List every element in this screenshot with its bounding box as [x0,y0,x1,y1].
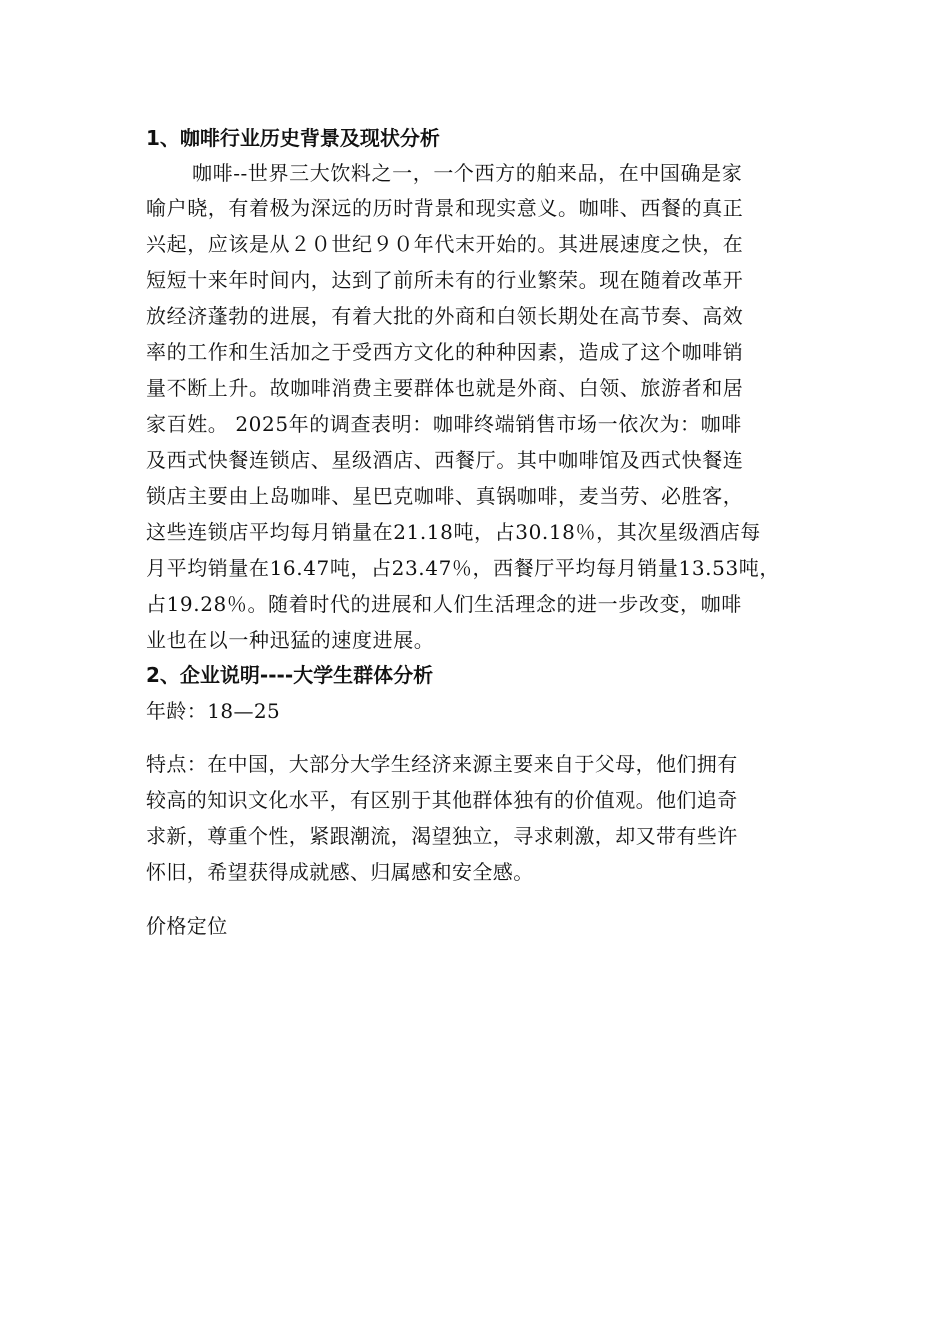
section1-line: 量不断上升。故咖啡消费主要群体也就是外商、白领、旅游者和居 [146,376,744,400]
section1-line: 兴起，应该是从２０世纪９０年代末开始的。其进展速度之快，在 [146,232,744,256]
features-line: 特点：在中国，大部分大学生经济来源主要来自于父母，他们拥有 [146,752,738,776]
pricing-heading: 价格定位 [146,914,228,938]
section1-line: 放经济蓬勃的进展，有着大批的外商和白领长期处在高节奏、高效 [146,304,744,328]
features-line: 较高的知识文化水平，有区别于其他群体独有的价值观。他们追奇 [146,788,738,812]
section1-line: 占19.28％。随着时代的进展和人们生活理念的进一步改变，咖啡 [146,592,742,616]
section2-heading: 2、企业说明----大学生群体分析 [146,663,434,687]
section1-line: 短短十来年时间内，达到了前所未有的行业繁荣。现在随着改革开 [146,268,744,292]
age-line: 年龄：18—25 [146,699,281,723]
section1-line: 咖啡--世界三大饮料之一，一个西方的舶来品，在中国确是家 [192,161,743,185]
section1-line: 业也在以一种迅猛的速度进展。 [146,628,435,652]
section1-heading: 1、咖啡行业历史背景及现状分析 [146,126,440,150]
section1-line: 喻户晓，有着极为深远的历时背景和现实意义。咖啡、西餐的真正 [146,196,744,220]
section1-line: 这些连锁店平均每月销量在21.18吨，占30.18％，其次星级酒店每 [146,520,761,544]
section1-line: 锁店主要由上岛咖啡、星巴克咖啡、真锅咖啡，麦当劳、必胜客， [146,484,744,508]
section1-line: 率的工作和生活加之于受西方文化的种种因素，造成了这个咖啡销 [146,340,744,364]
section1-line: 月平均销量在16.47吨，占23.47％，西餐厅平均每月销量13.53吨， [146,556,780,580]
features-line: 求新，尊重个性，紧跟潮流，渴望独立，寻求刺激，却又带有些许 [146,824,738,848]
section1-line: 家百姓。 2025年的调查表明：咖啡终端销售市场一依次为：咖啡 [146,412,742,436]
section1-line: 及西式快餐连锁店、星级酒店、西餐厅。其中咖啡馆及西式快餐连 [146,448,744,472]
features-line: 怀旧，希望获得成就感、归属感和安全感。 [146,860,534,884]
